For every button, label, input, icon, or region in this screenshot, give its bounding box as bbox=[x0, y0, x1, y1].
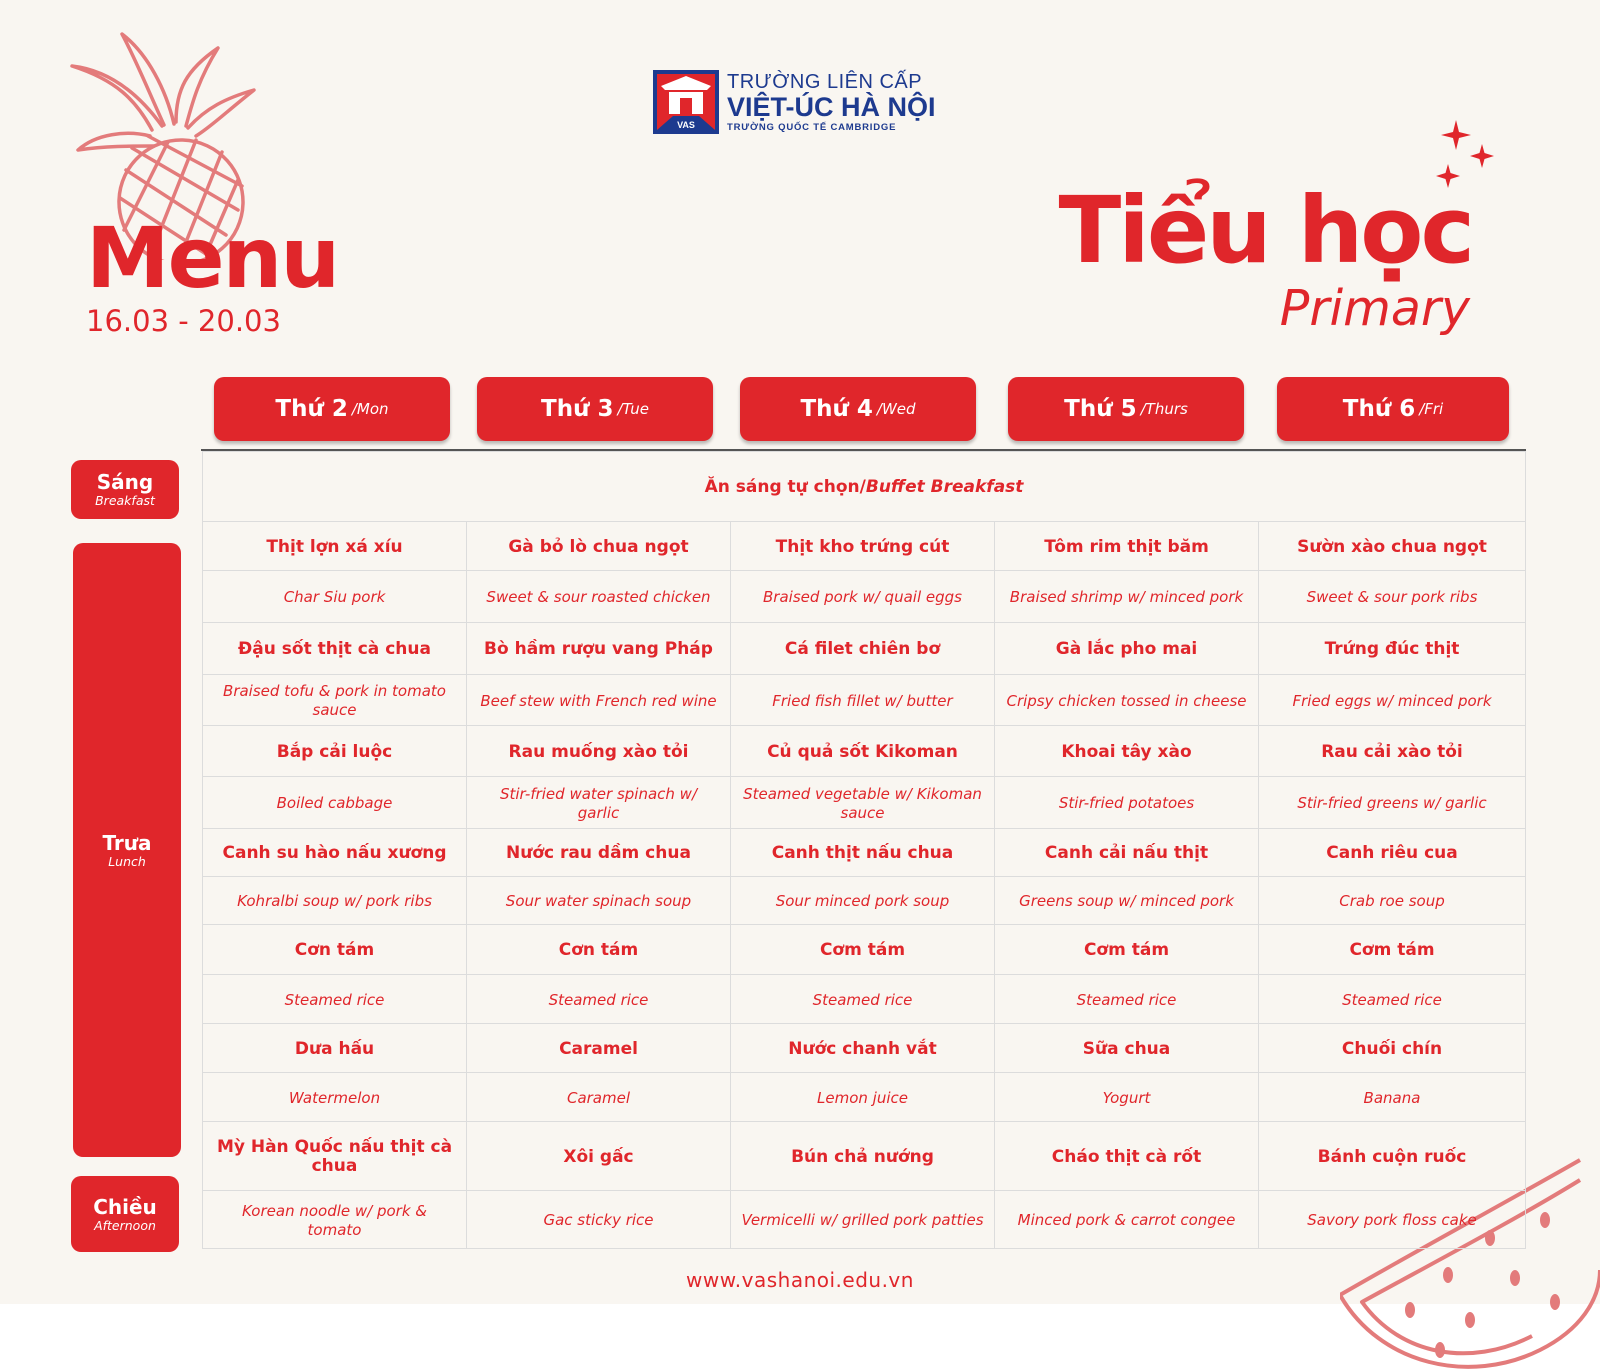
emblem-text: VAS bbox=[677, 120, 695, 130]
meal-label-vn: Sáng bbox=[96, 470, 154, 494]
dish-name-vn: Cơm tám bbox=[1349, 940, 1435, 960]
meal-label-afternoon bbox=[71, 1176, 179, 1252]
table-cell bbox=[203, 1191, 467, 1249]
meal-label-en: Lunch bbox=[108, 853, 146, 869]
dish-name-vn: Thịt lợn xá xíu bbox=[266, 536, 403, 557]
table-cell bbox=[467, 925, 731, 975]
dish-name-vn: Dưa hấu bbox=[294, 1038, 375, 1059]
dish-name-en: Steamed rice bbox=[1342, 990, 1442, 1009]
dish-name-vn: Bò hầm rượu vang Pháp bbox=[484, 639, 713, 659]
lunch-row-en bbox=[203, 777, 1526, 829]
day-name-en: /Thurs bbox=[1140, 400, 1188, 418]
dish-name-en: Fried eggs w/ minced pork bbox=[1292, 691, 1492, 710]
dish-name-en: Sour water spinach soup bbox=[505, 892, 692, 910]
table-cell bbox=[731, 975, 995, 1024]
dish-name-en: Minced pork & carrot congee bbox=[1017, 1211, 1236, 1229]
table-cell bbox=[731, 1191, 995, 1249]
day-name-en: /Fri bbox=[1419, 400, 1444, 418]
dish-name-en: Greens soup w/ minced pork bbox=[1019, 892, 1234, 910]
dish-name-en: Stir-fried potatoes bbox=[1058, 794, 1195, 812]
dish-name-en: Fried fish fillet w/ butter bbox=[772, 691, 953, 710]
table-cell bbox=[731, 1122, 995, 1191]
table-cell bbox=[1259, 522, 1526, 571]
dish-name-en: Steamed vegetable w/ Kikoman sauce bbox=[743, 784, 982, 822]
dish-name-vn: Nước chanh vắt bbox=[788, 1038, 937, 1059]
dish-name-vn: Thịt kho trứng cút bbox=[775, 536, 950, 557]
table-cell bbox=[1259, 1073, 1526, 1122]
lunch-row-en bbox=[203, 571, 1526, 623]
dish-name-en: Steamed rice bbox=[812, 990, 913, 1009]
dish-name-vn: Tôm rim thịt băm bbox=[1044, 536, 1209, 557]
day-name-en: /Tue bbox=[617, 400, 649, 418]
breakfast-row bbox=[203, 452, 1526, 522]
website-url: www.vashanoi.edu.vn bbox=[686, 1268, 914, 1292]
table-cell bbox=[1259, 877, 1526, 925]
dish-name-en: Steamed rice bbox=[284, 990, 385, 1009]
dish-name-en: Beef stew with French red wine bbox=[480, 691, 717, 710]
dish-name-vn: Rau muống xào tỏi bbox=[508, 741, 689, 762]
dish-name-vn: Canh su hào nấu xương bbox=[222, 843, 447, 863]
table-cell bbox=[467, 571, 731, 623]
dish-name-vn: Cơn tám bbox=[558, 940, 639, 960]
table-cell bbox=[731, 623, 995, 675]
table-cell bbox=[1259, 975, 1526, 1024]
table-cell bbox=[467, 829, 731, 877]
table-cell bbox=[467, 726, 731, 777]
table-cell bbox=[203, 777, 467, 829]
table-cell bbox=[731, 675, 995, 726]
dish-name-en: Banana bbox=[1363, 1088, 1421, 1107]
dish-name-vn: Cơm tám bbox=[819, 940, 906, 960]
lunch-row-vn bbox=[203, 522, 1526, 571]
dish-name-vn: Cơn tám bbox=[294, 940, 375, 960]
dish-name-vn: Củ quả sốt Kikoman bbox=[767, 741, 958, 762]
meal-label-en: Afternoon bbox=[94, 1217, 156, 1233]
table-cell bbox=[1259, 925, 1526, 975]
table-cell bbox=[995, 726, 1259, 777]
menu-title: Menu bbox=[86, 209, 339, 307]
dish-name-en: Sweet & sour pork ribs bbox=[1306, 588, 1478, 606]
dish-name-vn: Canh thịt nấu chua bbox=[771, 843, 954, 863]
table-cell bbox=[1259, 1191, 1526, 1249]
table-cell bbox=[203, 726, 467, 777]
dish-name-en: Boiled cabbage bbox=[276, 794, 393, 812]
school-name-line3: TRƯỜNG QUỐC TẾ CAMBRIDGE bbox=[727, 121, 897, 133]
dish-name-vn: Sườn xào chua ngọt bbox=[1297, 536, 1487, 557]
table-cell bbox=[1259, 726, 1526, 777]
dish-name-vn: Mỳ Hàn Quốc nấu thịt cà chua bbox=[216, 1137, 453, 1176]
table-cell bbox=[995, 925, 1259, 975]
table-cell bbox=[1259, 1122, 1526, 1191]
breakfast-text-vn: Ăn sáng tự chọn/ bbox=[704, 476, 866, 497]
dish-name-en: Sour minced pork soup bbox=[775, 892, 950, 910]
table-cell bbox=[731, 726, 995, 777]
table-cell bbox=[203, 877, 467, 925]
table-cell bbox=[731, 1024, 995, 1073]
table-cell bbox=[995, 877, 1259, 925]
dish-name-vn: Khoai tây xào bbox=[1061, 741, 1192, 762]
table-cell bbox=[467, 1191, 731, 1249]
dish-name-en: Kohralbi soup w/ pork ribs bbox=[237, 892, 432, 910]
afternoon-row-en bbox=[203, 1191, 1526, 1249]
table-cell bbox=[995, 975, 1259, 1024]
lunch-row-vn bbox=[203, 726, 1526, 777]
dish-name-vn: Bún chả nướng bbox=[791, 1146, 934, 1167]
dish-name-en: Caramel bbox=[566, 1088, 631, 1107]
table-cell bbox=[467, 877, 731, 925]
dish-name-en: Lemon juice bbox=[817, 1088, 908, 1107]
dish-name-en: Korean noodle w/ pork & tomato bbox=[242, 1201, 427, 1239]
lunch-row-en bbox=[203, 975, 1526, 1024]
dish-name-vn: Gà bỏ lò chua ngọt bbox=[508, 536, 689, 557]
table-cell bbox=[995, 777, 1259, 829]
table-cell bbox=[995, 571, 1259, 623]
dish-name-en: Char Siu pork bbox=[283, 588, 386, 606]
school-logo bbox=[653, 70, 936, 134]
table-cell bbox=[995, 1073, 1259, 1122]
date-range: 16.03 - 20.03 bbox=[86, 304, 281, 338]
dish-name-en: Braised tofu & pork in tomato sauce bbox=[223, 682, 446, 719]
table-cell bbox=[731, 571, 995, 623]
table-cell bbox=[1259, 777, 1526, 829]
lunch-row-vn bbox=[203, 1024, 1526, 1073]
table-cell bbox=[467, 1073, 731, 1122]
table-cell bbox=[467, 1122, 731, 1191]
table-cell bbox=[995, 829, 1259, 877]
table-cell bbox=[731, 1073, 995, 1122]
dish-name-vn: Nước rau dầm chua bbox=[506, 843, 691, 863]
table-cell bbox=[467, 1024, 731, 1073]
day-header-fri bbox=[1277, 377, 1509, 441]
lunch-row-vn bbox=[203, 829, 1526, 877]
dish-name-vn: Sữa chua bbox=[1082, 1038, 1171, 1059]
table-cell bbox=[467, 522, 731, 571]
table-cell bbox=[731, 925, 995, 975]
dish-name-en: Steamed rice bbox=[1076, 990, 1177, 1009]
day-name: Thứ 5 bbox=[1064, 396, 1137, 422]
table-cell bbox=[731, 829, 995, 877]
dish-name-vn: Chuối chín bbox=[1341, 1038, 1443, 1059]
afternoon-row-vn bbox=[203, 1122, 1526, 1191]
dish-name-vn: Canh riêu cua bbox=[1326, 843, 1458, 863]
dish-name-en: Steamed rice bbox=[548, 990, 649, 1009]
table-cell bbox=[467, 777, 731, 829]
day-name: Thứ 3 bbox=[541, 396, 614, 422]
day-header-thu bbox=[1008, 377, 1244, 441]
dish-name-en: Braised shrimp w/ minced pork bbox=[1009, 588, 1244, 606]
breakfast-cell bbox=[203, 452, 1526, 522]
table-cell bbox=[203, 522, 467, 571]
dish-name-en: Savory pork floss cake bbox=[1307, 1211, 1477, 1229]
dish-name-vn: Caramel bbox=[559, 1038, 638, 1059]
table-cell bbox=[731, 522, 995, 571]
level-subtitle: Primary bbox=[1279, 280, 1470, 337]
table-cell bbox=[203, 925, 467, 975]
level-title: Tiểu học bbox=[1058, 177, 1472, 284]
table-cell bbox=[203, 571, 467, 623]
table-cell bbox=[467, 675, 731, 726]
dish-name-en: Cripsy chicken tossed in cheese bbox=[1006, 691, 1247, 710]
dish-name-vn: Bắp cải luộc bbox=[276, 741, 393, 762]
table-cell bbox=[203, 623, 467, 675]
school-name-line2: VIỆT-ÚC HÀ NỘI bbox=[727, 91, 936, 122]
dish-name-en: Vermicelli w/ grilled pork patties bbox=[741, 1211, 984, 1229]
day-name-en: /Wed bbox=[876, 400, 916, 418]
meal-label-vn: Chiều bbox=[93, 1194, 157, 1219]
breakfast-text-en: Buffet Breakfast bbox=[865, 476, 1024, 497]
dish-name-en: Stir-fried greens w/ garlic bbox=[1297, 794, 1487, 812]
table-cell bbox=[467, 623, 731, 675]
meal-label-lunch bbox=[73, 543, 181, 1157]
table-cell bbox=[203, 1073, 467, 1122]
dish-name-vn: Xôi gấc bbox=[563, 1146, 634, 1167]
day-name: Thứ 6 bbox=[1342, 396, 1416, 422]
dish-name-vn: Bánh cuộn ruốc bbox=[1317, 1146, 1467, 1167]
table-cell bbox=[1259, 571, 1526, 623]
meal-label-vn: Trưa bbox=[102, 830, 152, 855]
table-cell bbox=[203, 675, 467, 726]
school-emblem-icon bbox=[653, 70, 719, 134]
day-header-tue bbox=[477, 377, 713, 441]
table-cell bbox=[1259, 675, 1526, 726]
school-name-line1: TRƯỜNG LIÊN CẤP bbox=[727, 70, 923, 93]
lunch-row-vn bbox=[203, 623, 1526, 675]
table-cell bbox=[995, 623, 1259, 675]
lunch-row-vn bbox=[203, 925, 1526, 975]
table-cell bbox=[995, 1191, 1259, 1249]
day-name-en: /Mon bbox=[351, 400, 389, 418]
meal-label-en: Breakfast bbox=[95, 493, 155, 508]
meal-label-breakfast bbox=[71, 460, 179, 519]
lunch-row-en bbox=[203, 877, 1526, 925]
table-cell bbox=[995, 1122, 1259, 1191]
dish-name-vn: Gà lắc pho mai bbox=[1055, 639, 1198, 659]
dish-name-en: Crab roe soup bbox=[1339, 892, 1445, 910]
table-cell bbox=[1259, 623, 1526, 675]
dish-name-en: Gac sticky rice bbox=[543, 1211, 654, 1229]
day-header-wed bbox=[740, 377, 976, 441]
dish-name-vn: Cơm tám bbox=[1083, 940, 1170, 960]
dish-name-vn: Rau cải xào tỏi bbox=[1321, 741, 1463, 762]
dish-name-en: Yogurt bbox=[1102, 1088, 1151, 1107]
table-cell bbox=[731, 777, 995, 829]
table-cell bbox=[203, 829, 467, 877]
day-header-mon bbox=[214, 377, 450, 441]
table-cell bbox=[995, 522, 1259, 571]
dish-name-vn: Đậu sốt thịt cà chua bbox=[238, 639, 431, 659]
lunch-row-en bbox=[203, 1073, 1526, 1122]
table-cell bbox=[731, 877, 995, 925]
dish-name-en: Watermelon bbox=[288, 1088, 381, 1107]
table-cell bbox=[1259, 1024, 1526, 1073]
dish-name-en: Sweet & sour roasted chicken bbox=[486, 588, 711, 606]
table-cell bbox=[203, 1024, 467, 1073]
lunch-row-en bbox=[203, 675, 1526, 726]
table-cell bbox=[203, 1122, 467, 1191]
dish-name-vn: Cá filet chiên bơ bbox=[784, 639, 941, 659]
menu-table bbox=[202, 451, 1526, 1249]
dish-name-vn: Canh cải nấu thịt bbox=[1044, 843, 1209, 863]
dish-name-vn: Trứng đúc thịt bbox=[1324, 639, 1460, 659]
day-name: Thứ 4 bbox=[800, 396, 873, 422]
dish-name-en: Stir-fried water spinach w/ garlic bbox=[499, 784, 697, 822]
table-cell bbox=[1259, 829, 1526, 877]
dish-name-en: Braised pork w/ quail eggs bbox=[763, 588, 962, 606]
table-cell bbox=[467, 975, 731, 1024]
table-cell bbox=[203, 975, 467, 1024]
dish-name-vn: Cháo thịt cà rốt bbox=[1051, 1146, 1202, 1167]
day-name: Thứ 2 bbox=[275, 396, 348, 422]
table-cell bbox=[995, 1024, 1259, 1073]
table-cell bbox=[995, 675, 1259, 726]
